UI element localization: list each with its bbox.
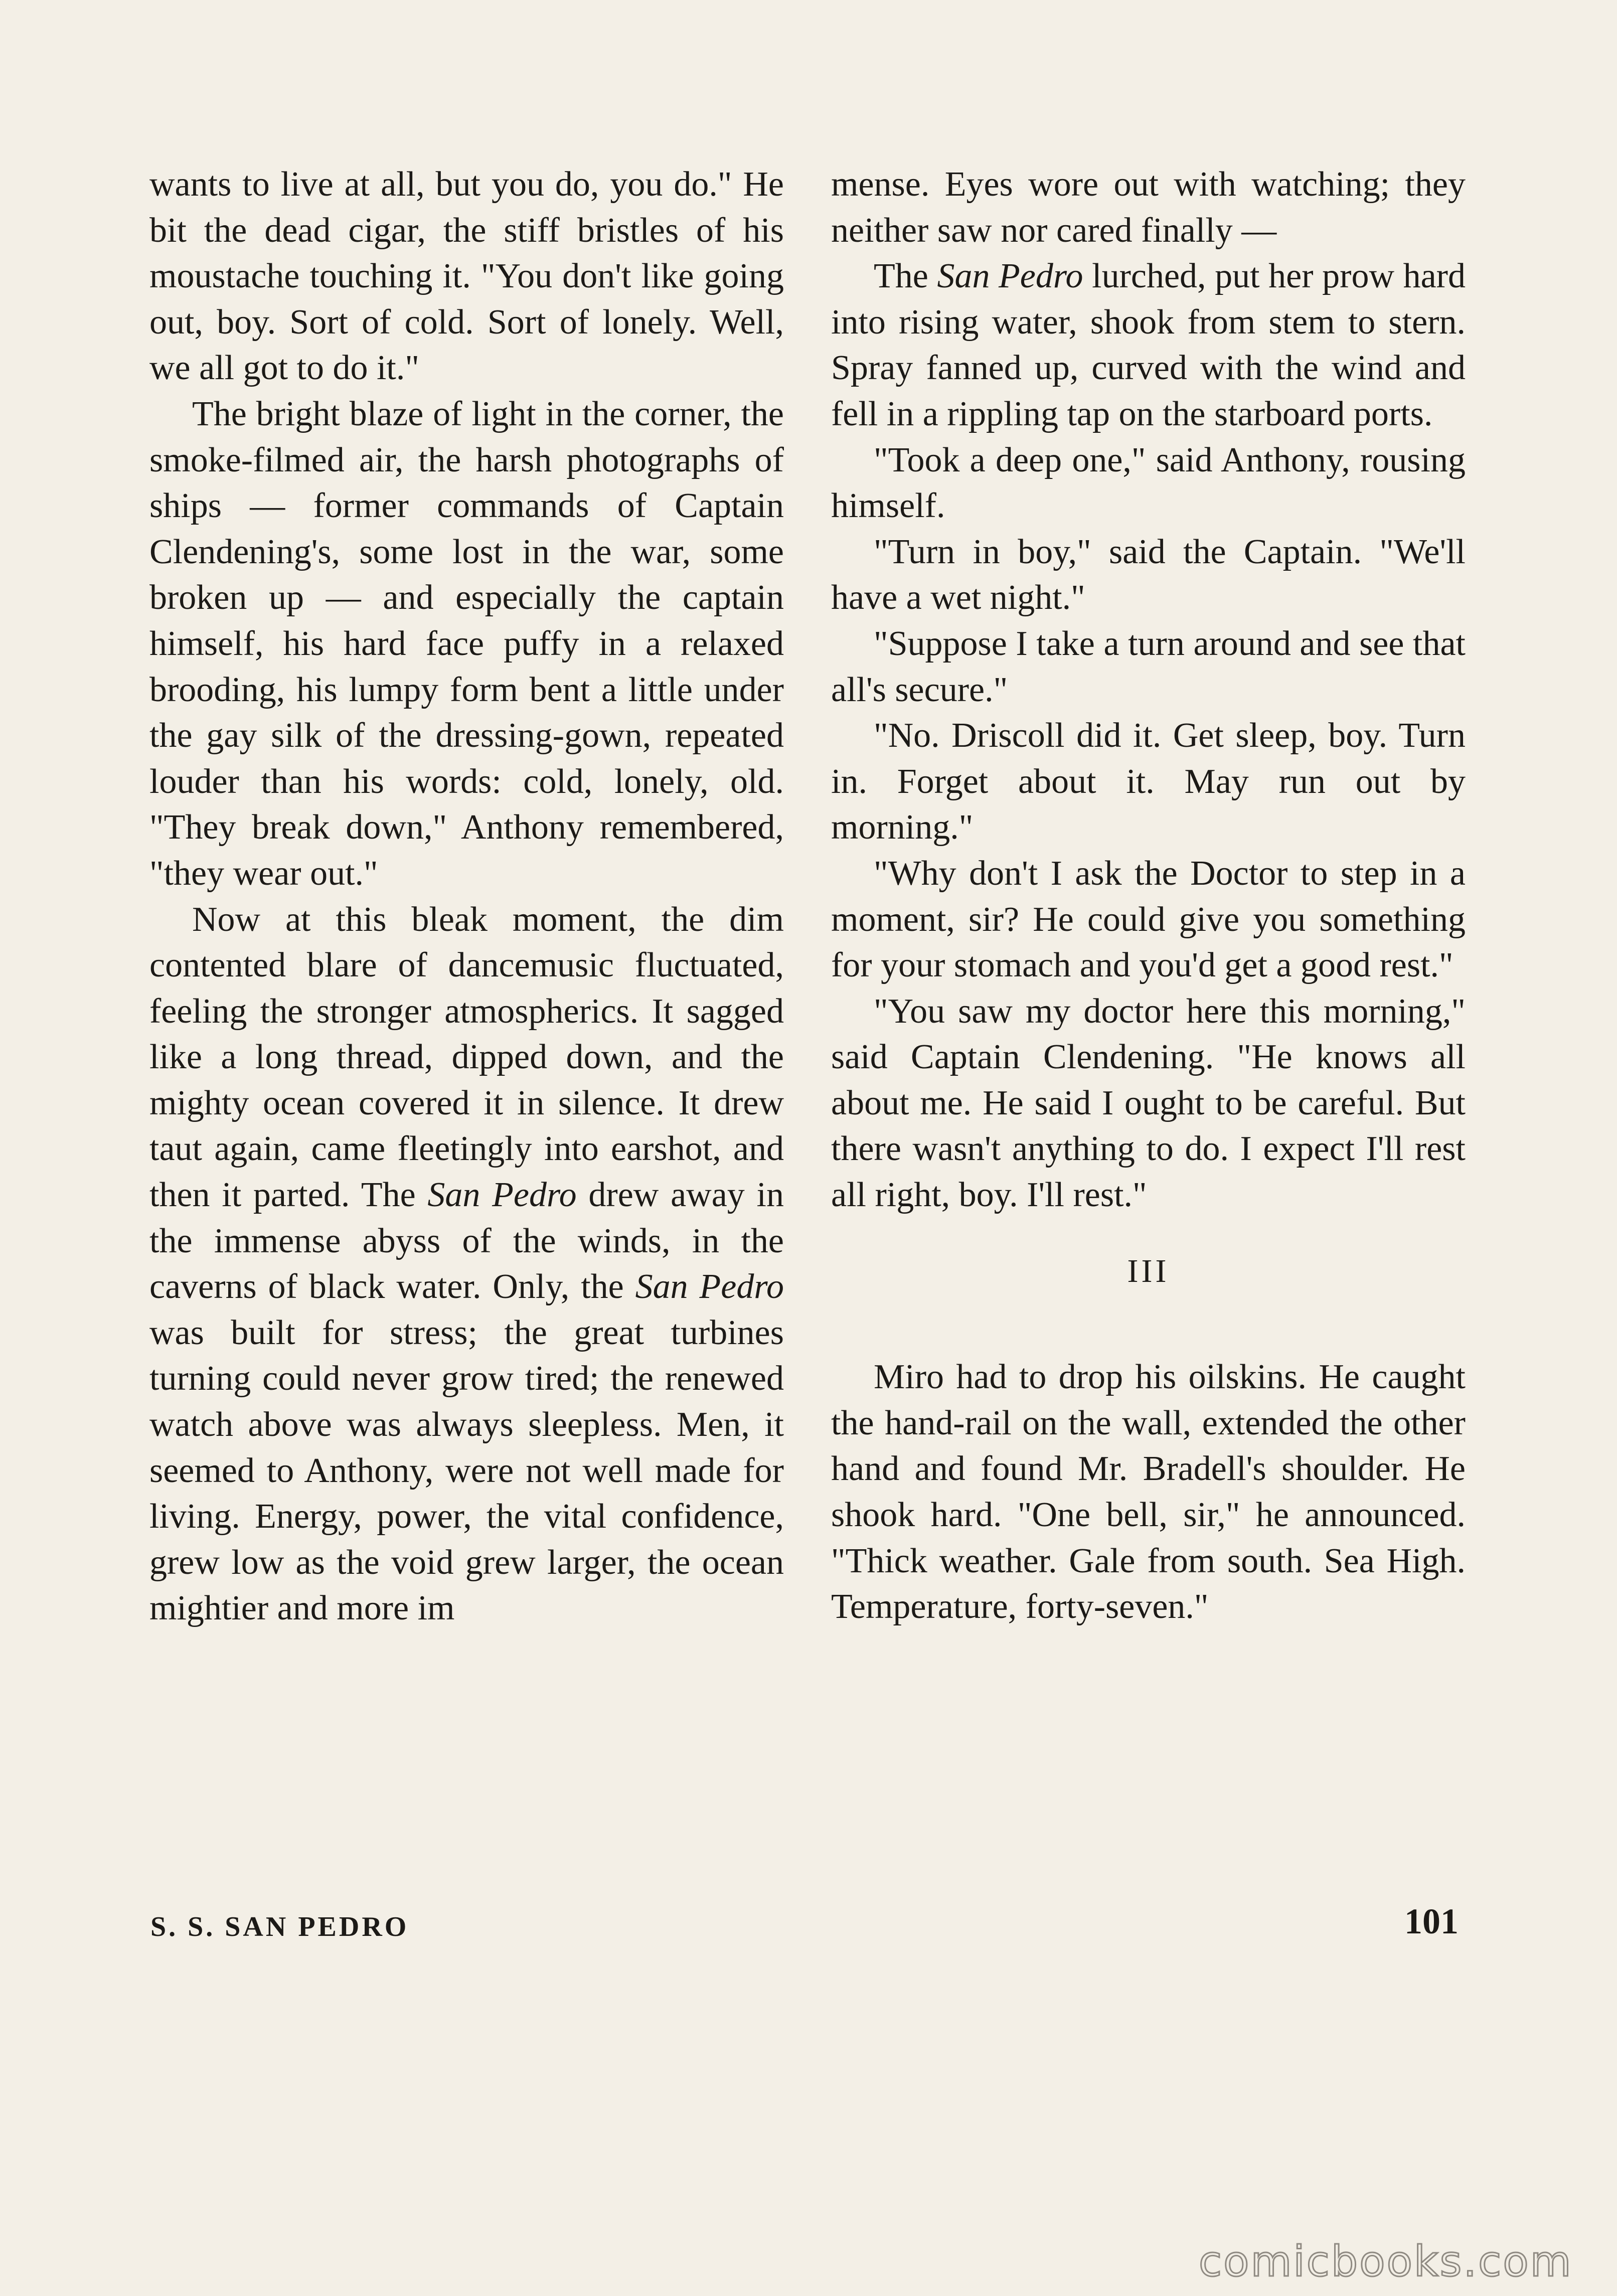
left-column [149,161,784,1631]
paragraph: Miro had to drop his oilskins. He caught the hand-rail on the wall, extended the other hand and found Mr. Bradell's shoulder. He shook hard. "One bell, sir," he announced. "Thick weather. Gale from south. Sea High. Temperature, forty-seven." [831,1358,1466,1626]
paragraph [149,897,784,1632]
page-number: 101 [1404,1901,1459,1941]
paragraph: "Why don't I ask the Doctor to step in a moment, sir? He could give you something for your stomach and you'd get a good rest." [831,854,1466,985]
paragraph: wants to live at all, but you do, you do." He bit the dead cigar, the stiff bristles of his moustache touching it. "You don't like going out, boy. Sort of cold. Sort of lonely. Well, we all got to do it." [149,165,784,388]
section-heading: III [1127,1252,1170,1289]
paragraph: mense. Eyes wore out with watching; they neither saw nor cared finally — [831,165,1466,250]
right-column [831,161,1466,1630]
paragraph: "Suppose I take a turn around and see that all's secure." [831,624,1466,709]
ship-name: San Pedro [937,257,1083,296]
text-run: was built for stress; the great turbines turning could never grow tired; the renewed watch above was always sleepless. Men, it seemed to Anthony, were not well made for living. Energy, power, the vital confidence, grew low as the void grew larger, the ocean mightier and more im [149,1313,784,1628]
watermark: comicbooks.com [1199,2237,1573,2286]
text-run: drew away in the immense abyss of the winds, in the caverns of black water. Only, the [149,1176,784,1306]
text-run: The [874,257,937,296]
paragraph [831,253,1466,437]
paragraph: "No. Driscoll did it. Get sleep, boy. Turn in. Forget about it. May run out by morning." [831,716,1466,847]
ship-name: San Pedro [635,1267,784,1306]
text-run: lurched, put her prow hard into rising water, shook from stem to stern. Spray fanned up, curved with the wind and fell in a rippling tap on the starboard ports. [831,257,1466,433]
text-run: Now at this bleak moment, the dim contented blare of dancemusic fluctuated, feeling the stronger atmospherics. It sagged like a long thread, dipped down, and the mighty ocean covered it in silence. It drew taut again, came fleetingly into earshot, and then it parted. The [149,900,784,1215]
paragraph: "Turn in boy," said the Captain. "We'll have a wet night." [831,532,1466,617]
paragraph: "You saw my doctor here this morning," said Captain Clendening. "He knows all about me. He said I ought to be careful. But there wasn't anything to do. I expect I'll rest all right, boy. I'll rest." [831,992,1466,1215]
running-title: S. S. SAN PEDRO [150,1911,409,1942]
paragraph: "Took a deep one," said Anthony, rousing himself. [831,440,1466,526]
paragraph: The bright blaze of light in the corner, the smoke-filmed air, the harsh photographs of ships — former commands of Captain Clendening's, some lost in the war, some broken up — and especially the captain himself, his hard face puffy in a relaxed brooding, his lumpy form bent a little under the gay silk of the dressing-gown, repeated louder than his words: cold, lonely, old. "They break down," Anthony remembered, "they wear out." [149,394,784,893]
ship-name: San Pedro [427,1176,577,1215]
